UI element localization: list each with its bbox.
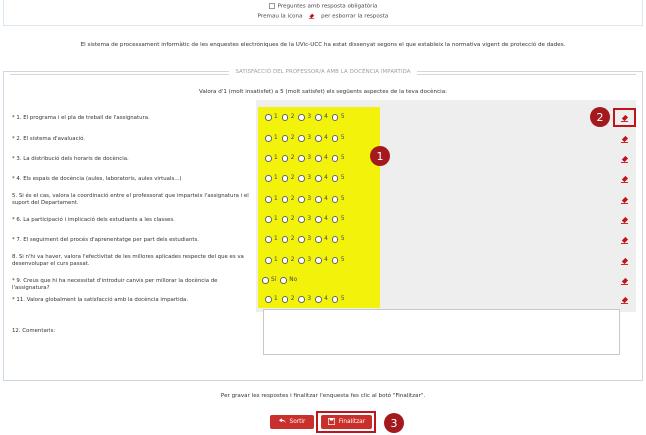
callout-badge-3: 3: [384, 413, 404, 433]
erase-answer-icon[interactable]: [620, 135, 629, 143]
rating-radio[interactable]: [315, 236, 322, 243]
rating-radio[interactable]: [298, 216, 305, 223]
rating-radio[interactable]: [298, 236, 305, 243]
rating-scale: 1 2 3 4 5: [265, 135, 346, 142]
rating-radio[interactable]: [315, 114, 322, 121]
legend-erase: Premau la icona per esborrar la resposta: [257, 13, 389, 20]
rating-scale: 1 2 3 4 5: [265, 175, 346, 182]
yes-radio[interactable]: [262, 277, 269, 284]
rating-radio[interactable]: [282, 175, 289, 182]
exit-button[interactable]: Sortir: [270, 415, 314, 429]
privacy-info-text: El sistema de processament informàtic de les enquestes electròniques de la UVic-UCC ha estat dissenyat segons el que estableix la normativa vigent de protecció de dades.: [80, 42, 566, 48]
erase-answer-icon[interactable]: [620, 155, 629, 163]
undo-arrow-icon: [279, 418, 286, 426]
rating-radio[interactable]: [298, 114, 305, 121]
rating-radio[interactable]: [332, 236, 339, 243]
eraser-icon: [308, 13, 315, 19]
rating-radio[interactable]: [332, 257, 339, 264]
rating-radio[interactable]: [265, 155, 272, 162]
section-subtitle: Valora d'1 (molt insatisfet) a 5 (molt satisfet) els següents aspectes de la teva docència:: [198, 89, 448, 95]
rating-scale: 1 2 3 4 5: [265, 236, 346, 243]
rating-scale: 1 2 3 4 5: [265, 257, 346, 264]
comments-textarea[interactable]: [263, 309, 620, 355]
rating-radio[interactable]: [265, 114, 272, 121]
callout-badge-2: 2: [590, 107, 610, 127]
question-label: * 3. La distribució dels horaris de docència.: [12, 156, 129, 162]
rating-radio[interactable]: [315, 135, 322, 142]
question-label: * 1. El programa i el pla de treball de l'assignatura.: [12, 115, 150, 121]
erase-icon-highlight: [613, 108, 636, 127]
rating-radio[interactable]: [315, 296, 322, 303]
required-checkbox-icon: [269, 3, 275, 9]
rating-radio[interactable]: [315, 257, 322, 264]
rating-radio[interactable]: [315, 196, 322, 203]
rating-radio[interactable]: [332, 196, 339, 203]
rating-radio[interactable]: [298, 296, 305, 303]
rating-radio[interactable]: [298, 196, 305, 203]
question-label: 8. Si n'hi va haver, valora l'efectivitat de les millores aplicades respecte del que es va desenvolupar el curs passat.: [12, 254, 244, 267]
rating-radio[interactable]: [265, 135, 272, 142]
rating-radio[interactable]: [332, 155, 339, 162]
erase-answer-icon[interactable]: [620, 296, 629, 304]
finish-button[interactable]: Finalitzar: [321, 415, 372, 429]
rating-radio[interactable]: [332, 296, 339, 303]
question-label: 5. Si és el cas, valora la coordinació entre el professorat que imparteix l'assignatura i el suport del Departament.: [12, 193, 249, 206]
rating-radio[interactable]: [265, 236, 272, 243]
rating-radio[interactable]: [332, 216, 339, 223]
erase-answer-icon[interactable]: [620, 257, 629, 265]
rating-radio[interactable]: [282, 216, 289, 223]
rating-radio[interactable]: [282, 296, 289, 303]
rating-radio[interactable]: [332, 114, 339, 121]
question-label: * 11. Valora globalment la satisfacció amb la docència impartida.: [12, 297, 189, 303]
rating-scale: 1 2 3 4 5: [265, 296, 346, 303]
erase-answer-icon[interactable]: [620, 175, 629, 183]
comments-label: 12. Comentaris:: [12, 328, 56, 334]
rating-scale: 1 2 3 4 5: [265, 196, 346, 203]
rating-radio[interactable]: [282, 155, 289, 162]
rating-radio[interactable]: [265, 257, 272, 264]
rating-radio[interactable]: [298, 135, 305, 142]
rating-radio[interactable]: [265, 196, 272, 203]
rating-scale: 1 2 3 4 5: [265, 114, 346, 121]
callout-badge-1: 1: [370, 146, 390, 166]
question-label: * 4. Els espais de docència (aules, laboratoris, aules virtuals...): [12, 176, 182, 182]
rating-radio[interactable]: [332, 175, 339, 182]
question-label: * 6. La participació i implicació dels estudiants a les classes.: [12, 217, 175, 223]
question-label: * 9. Creus que hi ha necessitat d'introduir canvis per millorar la docència de l'assignatura?: [12, 278, 218, 291]
rating-radio[interactable]: [315, 155, 322, 162]
rating-radio[interactable]: [282, 196, 289, 203]
yesno-options: Sí No: [262, 277, 298, 284]
rating-radio[interactable]: [298, 175, 305, 182]
legend-required: Preguntes amb resposta obligatòria: [0, 3, 646, 10]
erase-answer-icon[interactable]: [620, 236, 629, 244]
save-icon: [328, 418, 335, 427]
erase-answer-icon[interactable]: [620, 277, 629, 285]
rating-radio[interactable]: [282, 236, 289, 243]
erase-answer-icon[interactable]: [620, 216, 629, 224]
rating-radio[interactable]: [265, 296, 272, 303]
question-label: * 2. El sistema d'avaluació.: [12, 136, 85, 142]
footer-instructions: Per gravar les respostes i finalitzar l'enquesta fes clic al botó "Finalitzar".: [220, 393, 426, 399]
erase-answer-icon[interactable]: [620, 196, 629, 204]
no-radio[interactable]: [280, 277, 287, 284]
rating-radio[interactable]: [282, 135, 289, 142]
rating-radio[interactable]: [282, 257, 289, 264]
rating-radio[interactable]: [315, 216, 322, 223]
rating-radio[interactable]: [298, 257, 305, 264]
rating-radio[interactable]: [282, 114, 289, 121]
rating-scale: 1 2 3 4 5: [265, 216, 346, 223]
question-label: * 7. El seguiment del procés d'aprenentatge per part dels estudiants.: [12, 237, 200, 243]
rating-radio[interactable]: [265, 175, 272, 182]
rating-radio[interactable]: [332, 135, 339, 142]
rating-radio[interactable]: [298, 155, 305, 162]
rating-scale: 1 2 3 4 5: [265, 155, 346, 162]
section-title: SATISFACCIÓ DEL PROFESSOR/A AMB LA DOCÈNCIA IMPARTIDA: [0, 68, 646, 75]
rating-radio[interactable]: [265, 216, 272, 223]
rating-radio[interactable]: [315, 175, 322, 182]
